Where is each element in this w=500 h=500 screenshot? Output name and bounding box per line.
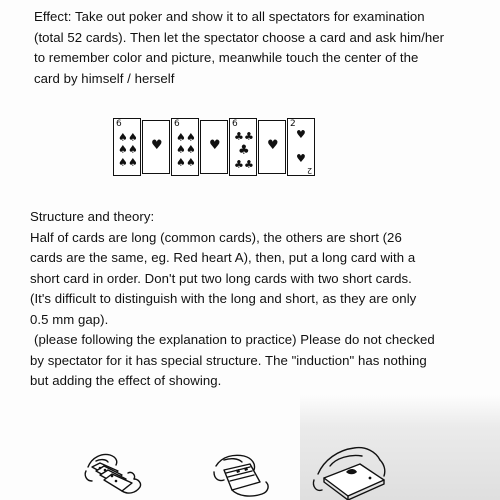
spade-icon: ♠: [118, 143, 128, 156]
heart-icon: ♥: [267, 138, 279, 153]
spade-icon: ♠: [128, 156, 138, 169]
effect-line: to remember color and picture, meanwhile touch the center of the: [34, 50, 419, 65]
structure-line: 0.5 mm gap).: [30, 311, 109, 327]
playing-card-short: [258, 120, 286, 174]
playing-card-short: [200, 120, 228, 174]
card-rank: 2: [290, 119, 296, 129]
spade-icon: ♠: [118, 156, 128, 169]
card-rank: 2: [306, 166, 312, 175]
structure-line: but adding the effect of showing.: [30, 373, 222, 388]
structure-line: by spectator for it has special structure. The "induction" has nothing: [30, 352, 427, 368]
spade-icon: ♠: [176, 143, 186, 156]
card-rank: 6: [232, 119, 238, 129]
playing-card-long: [113, 118, 141, 176]
structure-heading: Structure and theory:: [30, 209, 155, 224]
structure-line: (please following the explanation to practice) Please do not checked: [34, 332, 435, 347]
spade-icon: ♠: [128, 131, 138, 144]
spade-icon: ♠: [118, 131, 128, 144]
spade-icon: ♠: [186, 131, 196, 144]
structure-line: cards are the same, eg. Red heart A), then, put a long card with a: [30, 250, 416, 265]
playing-card-short: [142, 120, 170, 174]
effect-paragraph: [34, 7, 444, 89]
spade-icon: ♠: [176, 131, 186, 144]
spade-icon: ♠: [186, 156, 196, 169]
playing-card-long: [229, 118, 257, 176]
structure-paragraph: [30, 207, 435, 392]
effect-line: card by himself / herself: [34, 70, 175, 86]
playing-card-long: [287, 118, 315, 176]
club-icon: ♣: [234, 158, 244, 171]
effect-line: Effect: Take out poker and show it to all spectators for examination: [34, 9, 425, 24]
structure-line: (It's difficult to distinguish with the long and short, as they are only: [30, 291, 417, 306]
hands-squaring-deck-illustration: [210, 448, 276, 500]
structure-line: short card in order. Don't put two long cards with two short cards.: [30, 270, 412, 286]
card-rank: 6: [116, 119, 122, 129]
club-icon: ♣: [244, 130, 254, 143]
structure-line: Half of cards are long (common cards), the others are short (26: [30, 229, 402, 245]
heart-icon: ♥: [296, 152, 306, 165]
playing-card-long: [171, 118, 199, 176]
spade-icon: ♠: [186, 143, 196, 156]
spade-icon: ♠: [128, 143, 138, 156]
heart-icon: ♥: [209, 138, 221, 153]
playing-cards-row: [113, 118, 319, 178]
heart-icon: ♥: [151, 138, 163, 153]
club-icon: ♣: [244, 158, 254, 171]
heart-icon: ♥: [296, 128, 306, 141]
hands-spreading-cards-illustration: [78, 445, 148, 500]
effect-line: (total 52 cards). Then let the spectator choose a card and ask him/her: [34, 29, 445, 45]
card-rank: 6: [174, 119, 180, 129]
hand-holding-deck-illustration: [310, 440, 394, 500]
club-icon: ♣: [238, 143, 250, 158]
spade-icon: ♠: [176, 156, 186, 169]
club-icon: ♣: [234, 130, 244, 143]
